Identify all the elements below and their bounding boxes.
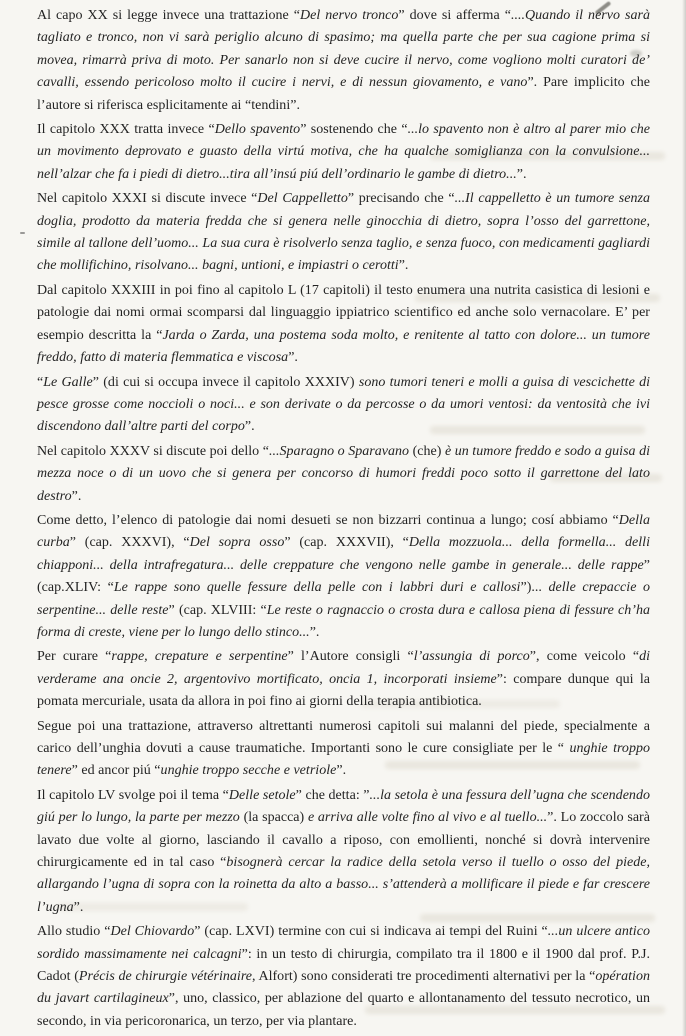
body-text: ” precisando che “ xyxy=(347,191,455,207)
body-text: Per curare “ xyxy=(37,649,112,665)
body-text: ”. xyxy=(336,763,347,779)
body-text: ”. xyxy=(516,166,527,182)
body-text: ”. Lo zoccolo sarà lavato due volte al giorno, lasciando il cavallo a riposo, con emollienti, nonché si dovrà intervenire chirurgicamente ed in tal caso “ xyxy=(37,810,650,871)
body-text: Il capitolo LV svolge poi il tema “ xyxy=(37,787,229,803)
paragraph xyxy=(37,510,650,644)
body-text: ”. xyxy=(398,258,409,274)
body-text: ” ed ancor piú “ xyxy=(71,763,161,779)
body-text: ”. xyxy=(244,419,255,435)
quoted-italic-text: Le rappe sono quelle fessure della pelle con i labbri duri e callosi xyxy=(113,580,521,596)
quoted-italic-text: ....Quando il nervo sarà tagliato e tronco, non vi sarà periglio alcuno di spasimo; ma quella parte che per sua cagione prima si movea, rimarrà priva di moto. Per sanarlo non si deve cucire il nervo, come vogliono molti curatori de’ cavalli, essendo pericoloso molto il cucire i nervi, e di nessun giovamento, e vano xyxy=(37,8,650,91)
body-text: ”. xyxy=(309,624,320,640)
body-text: ”. xyxy=(288,350,298,366)
body-text: ”: in un testo di chirurgia, compilato tra il 1800 e il 1900 dal prof. P.J. Cadot ( xyxy=(37,946,650,985)
body-text: Segue poi una trattazione, attraverso altrettanti numerosi capitoli sui malanni del piede, specialmente a carico dell’unghia dovuti a cause traumatiche. Importanti sono le cure consigliate per le “ xyxy=(37,718,650,756)
paragraph xyxy=(37,716,650,783)
quoted-italic-text: Della curba xyxy=(37,512,650,551)
quoted-italic-text: Del nervo tronco xyxy=(300,8,399,23)
body-text: ” (cap.XLIV: “ xyxy=(37,557,650,596)
paragraph xyxy=(37,5,650,117)
body-text: Al capo XX si legge invece una trattazione “ xyxy=(37,8,301,23)
quoted-italic-text: Delle setole xyxy=(228,787,296,803)
body-text: (la spacca) xyxy=(243,810,308,826)
paragraph xyxy=(37,119,650,186)
quoted-italic-text: Del Chiovardo xyxy=(110,924,195,940)
body-text: , Alfort) sono considerati tre procedimenti alternativi per la “ xyxy=(252,969,596,985)
quoted-italic-text: Le reste o ragnaccio o crosta dura e callosa piena di fessure ch’ha forma di creste, viene per lo lungo dello stinco... xyxy=(37,602,650,640)
body-text: Come detto, l’elenco di patologie dai nomi desueti se non bizzarri continua a lungo; cosí abbiamo “ xyxy=(37,512,619,528)
quoted-italic-text: Del sopra osso xyxy=(189,535,285,551)
quoted-italic-text: rappe, crepature e serpentine xyxy=(111,649,288,665)
body-text: Nel capitolo XXXV si discute poi dello “ xyxy=(37,443,269,459)
body-text: Allo studio “ xyxy=(37,924,111,940)
body-text: ”, uno, classico, per ablazione del quarto e allontanamento del tessuto necrotico, un secondo, in via pericoronarica, un terzo, per via plantare. xyxy=(37,991,650,1029)
quoted-italic-text: Dello spavento xyxy=(214,122,301,138)
scan-edge-shadow xyxy=(682,0,686,1036)
quoted-italic-text: bisognerà cercar la radice della setola verso il tuello o osso del piede, allargando l’ugna di sopra con la roinetta da alto a basso... s’attenderà a mollificare il piede e far crescere l’ugna xyxy=(37,855,651,915)
body-text: Dal capitolo XXXIII in poi fino al capitolo L (17 capitoli) il testo enumera una nutrita casistica di lesioni e patologie dai nomi ormai scomparsi dal linguaggio ippiatrico scientifico ed anche solo vernacolare. E’ per esempio descritta la “ xyxy=(37,282,650,343)
quoted-italic-text: l’assungia di porco xyxy=(413,649,530,665)
quoted-italic-text: ...la setola è una fessura dell’ugna che scendendo giú per lo lungo, la parte per mezzo xyxy=(37,787,650,826)
body-text: “ xyxy=(37,374,44,390)
quoted-italic-text: sono tumori teneri e molli a guisa di vescichette di pesce grosse come noccioli o noci... e son derivate o da percosse o da umori ventosi: da ventosità che ivi discendono dall’altre parti del corpo xyxy=(37,374,651,435)
body-text: (che) xyxy=(412,443,445,459)
paragraph xyxy=(37,785,650,919)
body-text: ” sostenendo che “ xyxy=(300,122,408,138)
quoted-italic-text: ...Il cappelletto è un tumore senza doglia, prodotto da materia fredda che si genera nelle ginocchia di dietro, sopra l’osso del garrettone, simile al tallone dell’uomo... La sua cura è risolverlo senza taglio, e senza fuoco, con medicamenti gagliardi che mollifichino, risolvano... bagni, untioni, e impiastri o cerotti xyxy=(37,191,651,274)
body-text: ” dove si afferma “ xyxy=(398,8,511,23)
body-text: ” (cap. XXXVI), “ xyxy=(69,535,190,551)
quoted-italic-text: e arriva alle volte fino al vivo e al tuello... xyxy=(307,810,548,826)
quoted-italic-text: ...Sparagno o Sparavano xyxy=(268,443,413,459)
document-text xyxy=(37,5,650,1035)
body-text: ” (cap. XXXVII), “ xyxy=(284,535,409,551)
body-text: ”)... xyxy=(520,580,549,596)
quoted-italic-text: ...lo spavento non è altro al parer mio che un movimento deprovato e guasto della virtú motiva, che ha qualche somiglianza con la convulsione... nell’alzar che fa i piedi di dietro...tira all’insú piú dell’ordinario le gambe di dietro... xyxy=(37,122,650,182)
paragraph xyxy=(37,280,650,370)
body-text: ” l’Autore consigli “ xyxy=(287,649,414,665)
quoted-italic-text: Précis de chirurgie vétérinaire xyxy=(78,969,253,985)
body-text: Il capitolo XXX tratta invece “ xyxy=(37,122,215,138)
paragraph xyxy=(37,646,650,713)
paragraph xyxy=(37,372,650,439)
body-text: ”. xyxy=(71,488,82,504)
quoted-italic-text: delle crepaccie o serpentine... delle reste xyxy=(37,580,650,618)
quoted-italic-text: opération du javart cartilagineux xyxy=(37,969,650,1007)
body-text: ”. xyxy=(73,899,84,915)
quoted-italic-text: Jarda o Zarda, una postema soda molto, e renitente al tatto con dolore... un tumore freddo, fatto di materia flemmatica e viscosa xyxy=(37,327,650,366)
scan-speck xyxy=(20,232,25,234)
body-text: ” (cap. XLVIII: “ xyxy=(168,602,267,618)
quoted-italic-text: unghie troppo secche e vetriole xyxy=(160,763,337,779)
body-text: ”: compare dunque qui la pomata mercuriale, usata da allora in poi fino ai giorni della terapia antibiotica. xyxy=(37,671,650,710)
quoted-italic-text: unghie troppo tenere xyxy=(37,741,651,779)
paragraph xyxy=(37,441,650,508)
body-text: ”. Pare implicito che l’autore si riferisca esplicitamente ai “tendini”. xyxy=(37,75,650,113)
body-text: ” (di cui si occupa invece il capitolo XXXIV) xyxy=(92,374,359,390)
body-text: ” (cap. LXVI) termine con cui si indicava ai tempi del Ruini “ xyxy=(194,924,548,940)
body-text: Nel capitolo XXXI si discute invece “ xyxy=(37,191,258,207)
quoted-italic-text: ...un ulcere antico sordido massimamente nei calcagni xyxy=(37,924,650,962)
quoted-italic-text: Del Cappelletto xyxy=(257,191,348,207)
quoted-italic-text: Della mozzuola... della formella... delli chiapponi... della intrafregatura... delle creppature che vengono nelle gambe in generale... delle rappe xyxy=(37,535,650,573)
quoted-italic-text: Le Galle xyxy=(43,374,93,390)
body-text: ” che detta: ” xyxy=(295,787,370,803)
body-text: ”, come veicolo “ xyxy=(529,649,640,665)
paragraph xyxy=(37,188,650,278)
quoted-italic-text: di verderame ana oncie 2, argentovivo mortificato, oncia 1, incorporati insieme xyxy=(37,649,651,687)
quoted-italic-text: è un tumore freddo e sodo a guisa di mezza noce o di un uovo che si genera per concorso di humori freddi poco sotto il garrettone del lato destro xyxy=(37,443,651,504)
paragraph xyxy=(37,921,650,1033)
